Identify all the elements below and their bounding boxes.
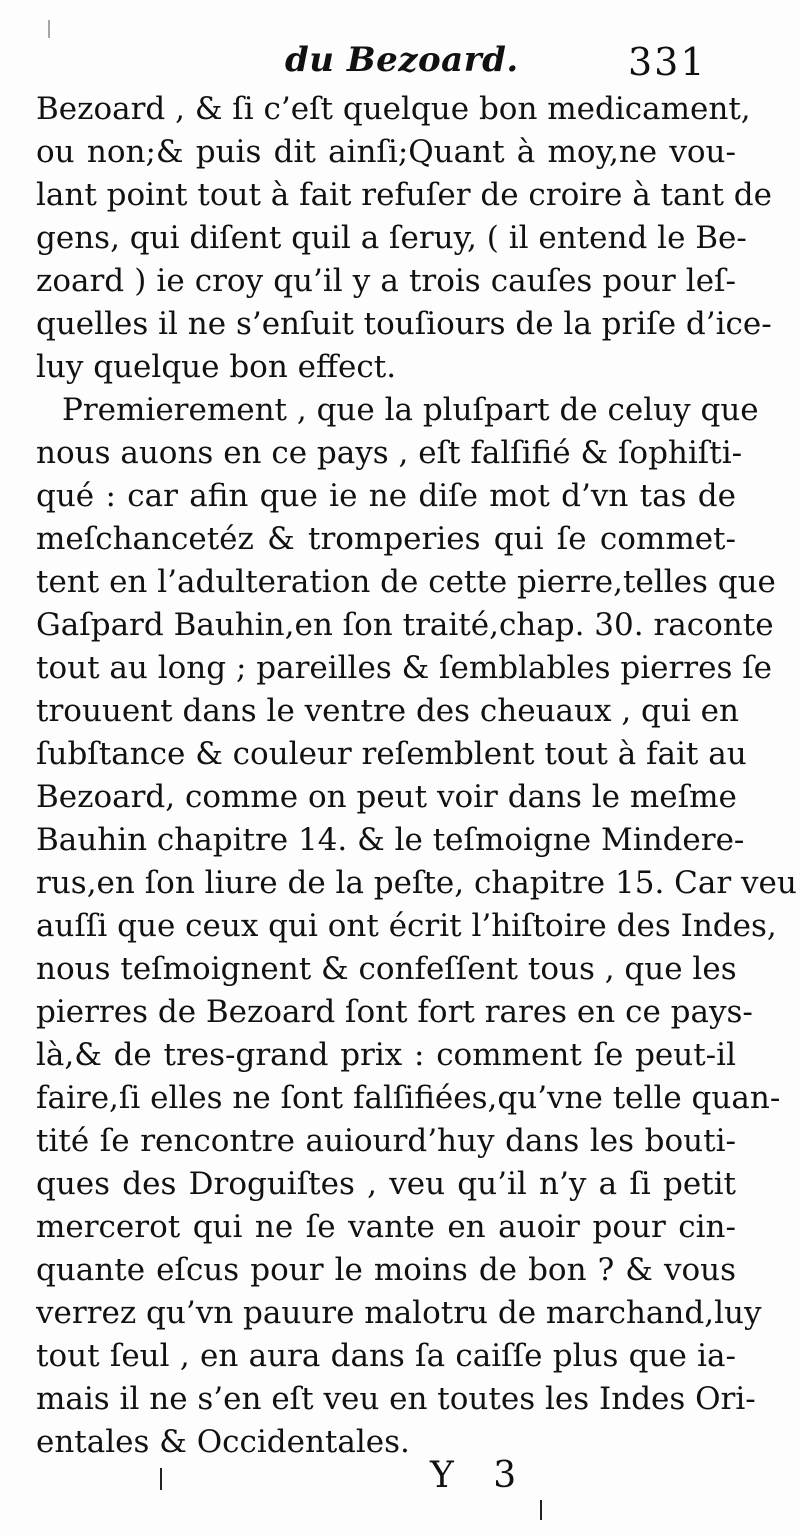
page-header — [0, 36, 800, 96]
text-line: luy quelque bon effect. — [36, 349, 397, 385]
text-line: ques des Droguiſtes , veu qu’il n’y a ſi petit — [36, 1166, 736, 1202]
text-line: verrez qu’vn pauure malotru de marchand,luy — [36, 1295, 762, 1331]
text-line: zoard ) ie croy qu’il y a trois cauſes pour leſ- — [36, 263, 736, 299]
text-line: là,& de tres-grand prix : comment ſe peut-il — [36, 1037, 736, 1073]
scan-speck — [160, 1468, 162, 1490]
text-line: tout au long ; pareilles & ſemblables pierres ſe — [36, 650, 773, 686]
text-line: tent en l’adulteration de cette pierre,telles que — [36, 564, 776, 600]
signature-mark: Y 3 — [430, 1455, 531, 1496]
text-line: rus,en ſon liure de la peſte, chapitre 15. Car veu — [36, 865, 797, 901]
scan-speck — [48, 20, 50, 38]
text-line: mais il ne s’en eſt veu en toutes les Indes Ori- — [36, 1381, 756, 1417]
running-title: du Bezoard. — [285, 40, 519, 80]
text-line: Gaſpard Bauhin,en ſon traité,chap. 30. raconte — [36, 607, 774, 643]
page-footer — [0, 1455, 800, 1515]
text-line: qué : car afin que ie ne diſe mot d’vn tas de — [36, 478, 736, 514]
text-line: Bauhin chapitre 14. & le teſmoigne Mindere- — [36, 822, 745, 858]
text-line: auſſi que ceux qui ont écrit l’hiſtoire des Indes, — [36, 908, 777, 944]
text-line: pierres de Bezoard ſont fort rares en ce pays- — [36, 994, 753, 1030]
scan-speck — [540, 1500, 542, 1520]
text-line: quante eſcus pour le moins de bon ? & vous — [36, 1252, 736, 1288]
text-line: mercerot qui ne ſe vante en auoir pour cin- — [36, 1209, 736, 1245]
text-line: faire,ſi elles ne ſont falſifiées,qu’vne telle quan- — [36, 1080, 781, 1116]
text-line: Premierement , que la pluſpart de celuy que — [62, 392, 759, 428]
text-line: ou non;& puis dit ainſi;Quant à moy,ne vou- — [36, 134, 736, 170]
text-line: quelles il ne s’enſuit touſiours de la priſe d’ice- — [36, 306, 772, 342]
text-line: ſubſtance & couleur reſemblent tout à fait au — [36, 736, 747, 772]
text-line: entales & Occidentales. — [36, 1424, 410, 1460]
text-line: Bezoard , & ſi c’eſt quelque bon medicament, — [36, 91, 751, 127]
body-text — [36, 88, 797, 1464]
text-line: nous teſmoignent & confeſſent tous , que les — [36, 951, 737, 987]
text-line: tout ſeul , en aura dans ſa caiſſe plus que ia- — [36, 1338, 736, 1374]
text-line: trouuent dans le ventre des cheuaux , qui en — [36, 693, 739, 729]
text-line: nous auons en ce pays , eſt falſifié & ſophiſti- — [36, 435, 743, 471]
text-line: Bezoard, comme on peut voir dans le meſme — [36, 779, 737, 815]
text-line: meſchancetéz & tromperies qui ſe commet- — [36, 521, 736, 557]
page-number: 331 — [628, 40, 707, 84]
text-line: gens, qui diſent quil a ſeruy, ( il entend le Be- — [36, 220, 747, 256]
text-line: lant point tout à fait refuſer de croire à tant de — [36, 177, 772, 213]
text-line: tité ſe rencontre auiourd’huy dans les bouti- — [36, 1123, 736, 1159]
